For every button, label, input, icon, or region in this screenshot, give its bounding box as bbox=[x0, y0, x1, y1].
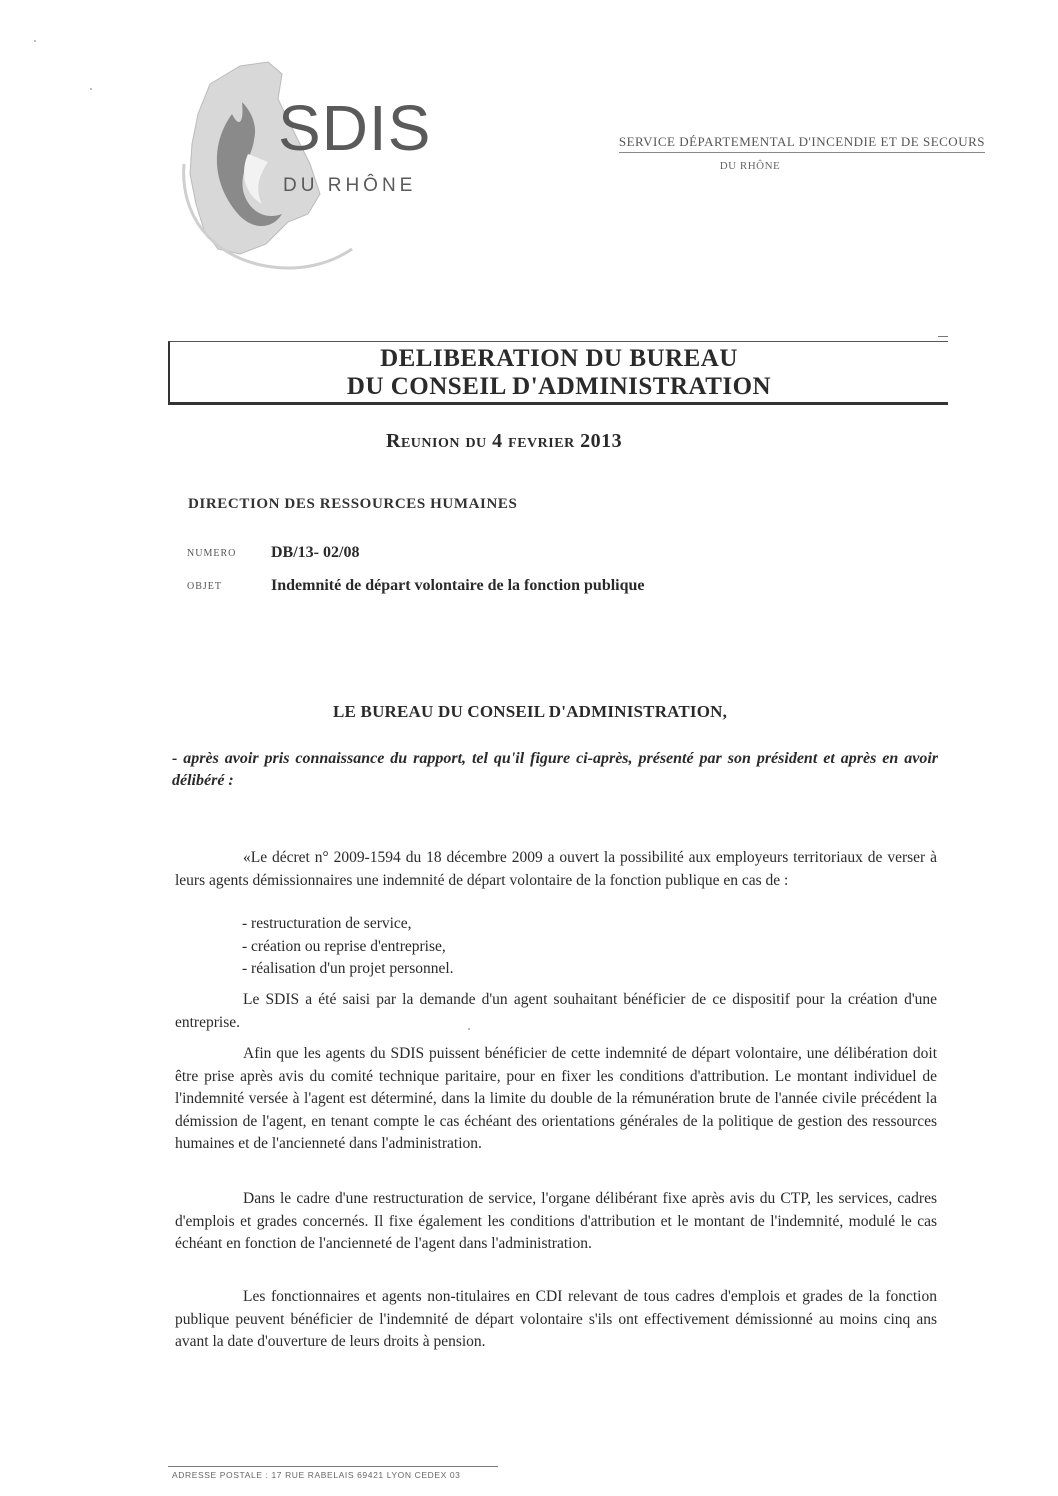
body-paragraph-5: Les fonctionnaires et agents non-titulaires en CDI relevant de tous cadres d'emplois et grades de la fonction publique peuvent bénéficier de l'indemnité de départ volontaire s'ils ont effectivement démissionné au moins cinq ans avant la date d'ouverture de leurs droits à pension. bbox=[175, 1288, 937, 1351]
bullet-item: - création ou reprise d'entreprise, bbox=[242, 937, 446, 955]
service-line-1: SERVICE DÉPARTEMENTAL D'INCENDIE ET DE SECOURS bbox=[619, 134, 985, 153]
corner-mark bbox=[938, 336, 948, 337]
objet-value: Indemnité de départ volontaire de la fonction publique bbox=[271, 577, 645, 594]
service-name bbox=[525, 134, 985, 153]
numero-value: DB/13- 02/08 bbox=[271, 544, 360, 561]
service-line-2: DU RHÔNE bbox=[719, 160, 781, 172]
body-paragraph-3: Afin que les agents du SDIS puissent bénéficier de cette indemnité de départ volontaire, une délibération doit être prise après avis du comité technique paritaire, pour en fixer les conditions d'attribution. Le montant individuel de l'indemnité versée à l'agent est déterminé, dans la limite du double de la rémunération brute de l'année civile précédent la démission de l'agent, en tenant compte le cas échéant des orientations générales de la politique de gestion des ressources humaines et de l'ancienneté dans l'administration. bbox=[175, 1045, 937, 1153]
body-paragraph-4: Dans le cadre d'une restructuration de service, l'organe délibérant fixe après avis du CTP, les services, cadres d'emplois et grades concernés. Il fixe également les conditions d'attribution et le montant de l'indemnité, modulé le cas échéant en fonction de l'ancienneté de l'agent dans l'administration. bbox=[175, 1190, 937, 1253]
scan-speck bbox=[34, 40, 36, 42]
numero-label: NUMERO bbox=[187, 548, 237, 559]
scan-speck bbox=[90, 88, 92, 90]
bullet-item: - restructuration de service, bbox=[242, 915, 412, 932]
footer-address: ADRESSE POSTALE : 17 RUE RABELAIS 69421 LYON CEDEX 03 bbox=[172, 1470, 461, 1480]
sdis-logo bbox=[170, 44, 460, 274]
bureau-heading: LE BUREAU DU CONSEIL D'ADMINISTRATION, bbox=[333, 702, 728, 721]
bullet-item: - réalisation d'un projet personnel. bbox=[242, 960, 454, 977]
bullet-list bbox=[242, 913, 454, 981]
logo-subtitle: DU RHÔNE bbox=[283, 175, 417, 196]
objet-label: OBJET bbox=[187, 581, 222, 592]
body-paragraph-2: Le SDIS a été saisi par la demande d'un agent souhaitant bénéficier de ce dispositif pour la création d'une entreprise. bbox=[175, 991, 937, 1031]
intro-paragraph: - après avoir pris connaissance du rapport, tel qu'il figure ci-après, présenté par son président et après en avoir délibéré : bbox=[172, 750, 938, 789]
meeting-date: Reunion du 4 fevrier 2013 bbox=[386, 430, 623, 452]
footer-divider bbox=[168, 1466, 498, 1467]
direction-heading: DIRECTION DES RESSOURCES HUMAINES bbox=[188, 496, 518, 512]
title-line-2: DU CONSEIL D'ADMINISTRATION bbox=[346, 373, 772, 400]
scan-speck bbox=[468, 1028, 470, 1030]
body-paragraph-1: «Le décret n° 2009-1594 du 18 décembre 2009 a ouvert la possibilité aux employeurs territoriaux de verser à leurs agents démissionnaires une indemnité de départ volontaire de la fonction publique en cas de : bbox=[175, 849, 937, 889]
logo-title: SDIS bbox=[278, 92, 432, 164]
title-line-1: DELIBERATION DU BUREAU bbox=[380, 345, 738, 372]
title-box bbox=[168, 341, 948, 405]
